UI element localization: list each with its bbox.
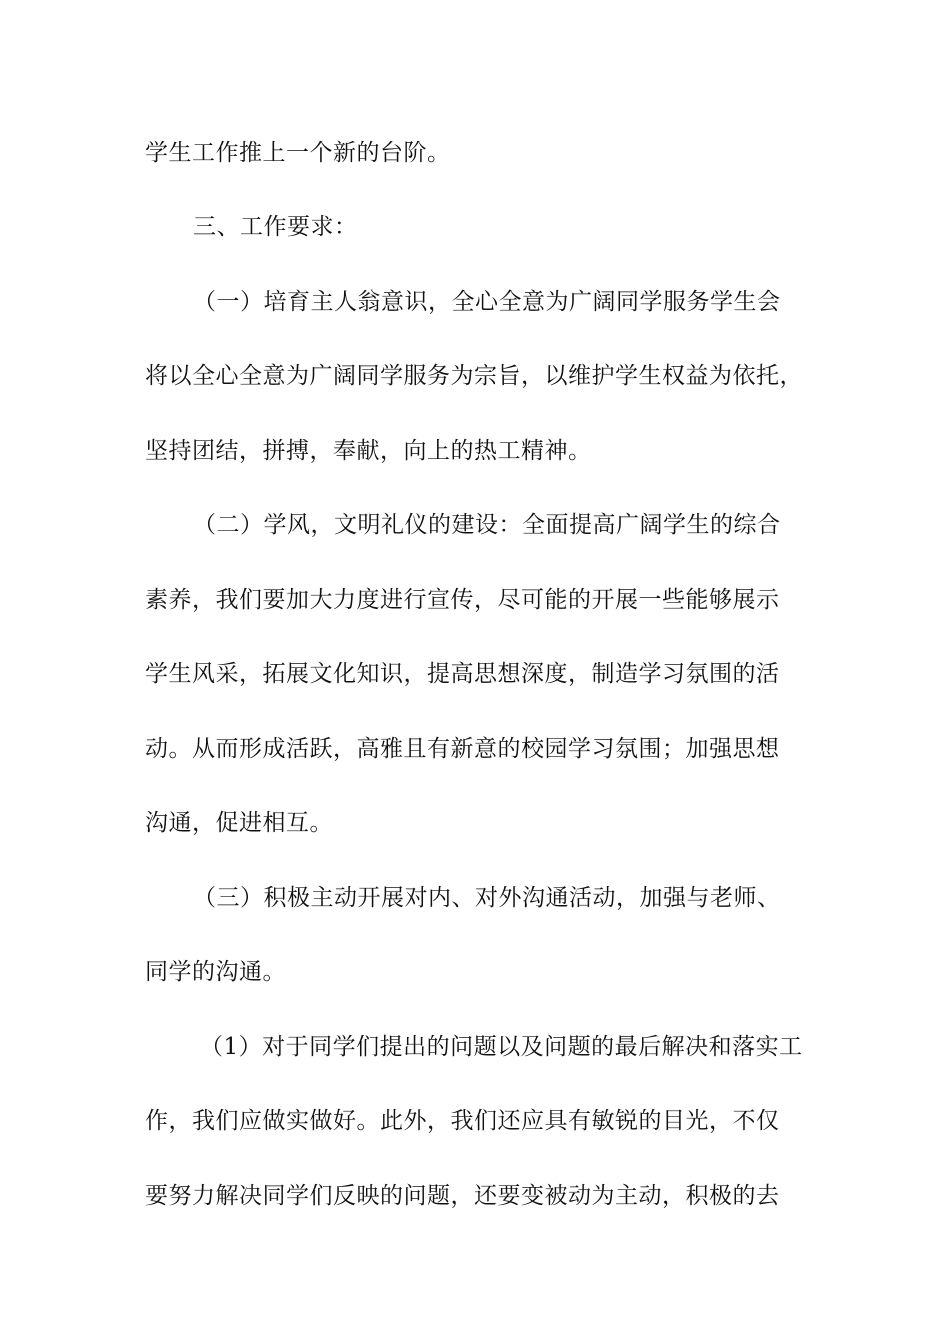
section-heading: 三、工作要求：	[193, 214, 358, 240]
text-line: （三）积极主动开展对内、对外沟通活动，加强与老师、	[193, 885, 781, 911]
text-line: 将以全心全意为广阔同学服务为宗旨，以维护学生权益为依托，	[145, 363, 803, 389]
text-line: 要努力解决同学们反映的问题，还要变被动为主动，积极的去	[145, 1183, 780, 1209]
text-line: 学生风采，拓展文化知识，提高思想深度，制造学习氛围的活	[145, 661, 780, 687]
text-line: 学生工作推上一个新的台阶。	[145, 140, 451, 166]
text-line: 同学的沟通。	[145, 959, 286, 985]
text-line: 素养，我们要加大力度进行宣传，尽可能的开展一些能够展示	[145, 587, 780, 613]
text-line: 沟通，促进相互。	[145, 810, 333, 836]
text-line: （一）培育主人翁意识，全心全意为广阔同学服务学生会	[193, 289, 781, 315]
text-line: （1）对于同学们提出的问题以及问题的最后解决和落实工	[200, 1034, 803, 1060]
text-line: 作，我们应做实做好。此外，我们还应具有敏锐的目光，不仅	[145, 1108, 780, 1134]
text-line: 坚持团结，拼搏，奉献，向上的热工精神。	[145, 438, 592, 464]
text-line: 动。从而形成活跃，高雅且有新意的校园学习氛围；加强思想	[145, 736, 780, 762]
text-line: （二）学风，文明礼仪的建设：全面提高广阔学生的综合	[193, 512, 781, 538]
